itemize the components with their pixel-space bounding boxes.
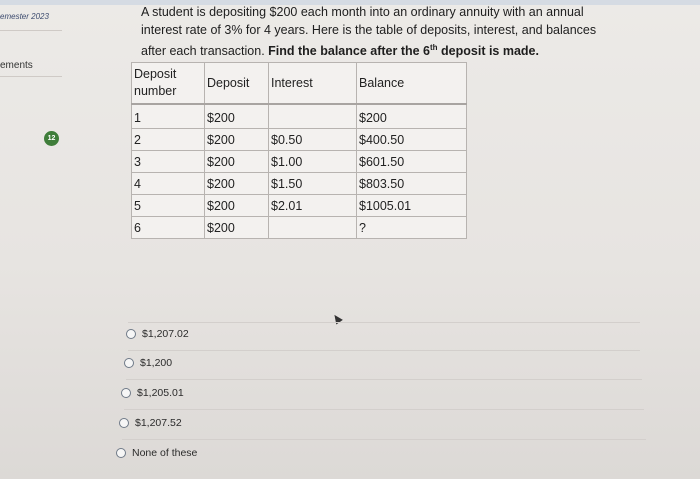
cell-deposit: $200 [205,129,269,151]
answer-choice-label: $1,207.52 [135,417,182,429]
question-number-badge[interactable]: 12 [44,131,59,146]
answer-choice[interactable] [119,417,182,429]
table-header-row [132,63,467,105]
annuity-table [131,62,467,239]
cell-interest: $0.50 [269,129,357,151]
cell-balance: $803.50 [357,173,467,195]
answer-choice-label: $1,207.02 [142,328,189,340]
sidebar-divider [0,30,62,31]
cell-deposit: $200 [205,104,269,129]
answer-choice-label: $1,205.01 [137,387,184,399]
table-row [132,151,467,173]
sidebar-divider [0,76,62,77]
cell-deposit-number: 2 [132,129,205,151]
answer-choice-label: None of these [132,447,198,459]
choice-divider [126,379,642,380]
cell-deposit: $200 [205,195,269,217]
cell-interest: $1.50 [269,173,357,195]
table-row [132,195,467,217]
cell-balance: $601.50 [357,151,467,173]
sidebar-announcements-link[interactable]: ements [0,60,33,71]
choice-divider [128,322,640,323]
header-interest: Interest [269,63,357,105]
answer-choice[interactable] [121,387,184,399]
cell-deposit-number: 4 [132,173,205,195]
table-row [132,104,467,129]
table-row [132,217,467,239]
header-deposit-number: Deposit number [132,63,205,105]
cell-deposit: $200 [205,173,269,195]
radio-button[interactable] [126,329,136,339]
cell-interest: $2.01 [269,195,357,217]
radio-button[interactable] [116,448,126,458]
choice-divider [124,409,644,410]
table-row [132,173,467,195]
question-body: A student is depositing $200 each month into an ordinary annuity with an annual interest rate of 3% for 4 years. Here is the table of deposits, interest, and balances after each transaction. [141,5,597,59]
cell-balance: $1005.01 [357,195,467,217]
cell-interest [269,104,357,129]
cell-deposit-number: 1 [132,104,205,129]
table-row [132,129,467,151]
choice-divider [122,439,646,440]
cell-deposit: $200 [205,217,269,239]
header-balance: Balance [357,63,467,105]
header-deposit: Deposit [205,63,269,105]
answer-choice-label: $1,200 [140,357,173,369]
question-instruction: Find the balance after the 6th deposit is made. [268,43,539,59]
radio-button[interactable] [121,388,131,398]
cell-deposit: $200 [205,151,269,173]
cell-balance: $200 [357,104,467,129]
cell-balance: $400.50 [357,129,467,151]
radio-button[interactable] [124,358,134,368]
cell-deposit-number: 5 [132,195,205,217]
semester-label: emester 2023 [0,12,49,21]
cell-interest: $1.00 [269,151,357,173]
cell-balance: ? [357,217,467,239]
answer-choice[interactable] [124,357,172,369]
answer-choice[interactable] [126,328,189,340]
question-text [141,3,621,60]
cell-interest [269,217,357,239]
radio-button[interactable] [119,418,129,428]
choice-divider [128,350,640,351]
cell-deposit-number: 6 [132,217,205,239]
cell-deposit-number: 3 [132,151,205,173]
answer-choice[interactable] [116,447,197,459]
